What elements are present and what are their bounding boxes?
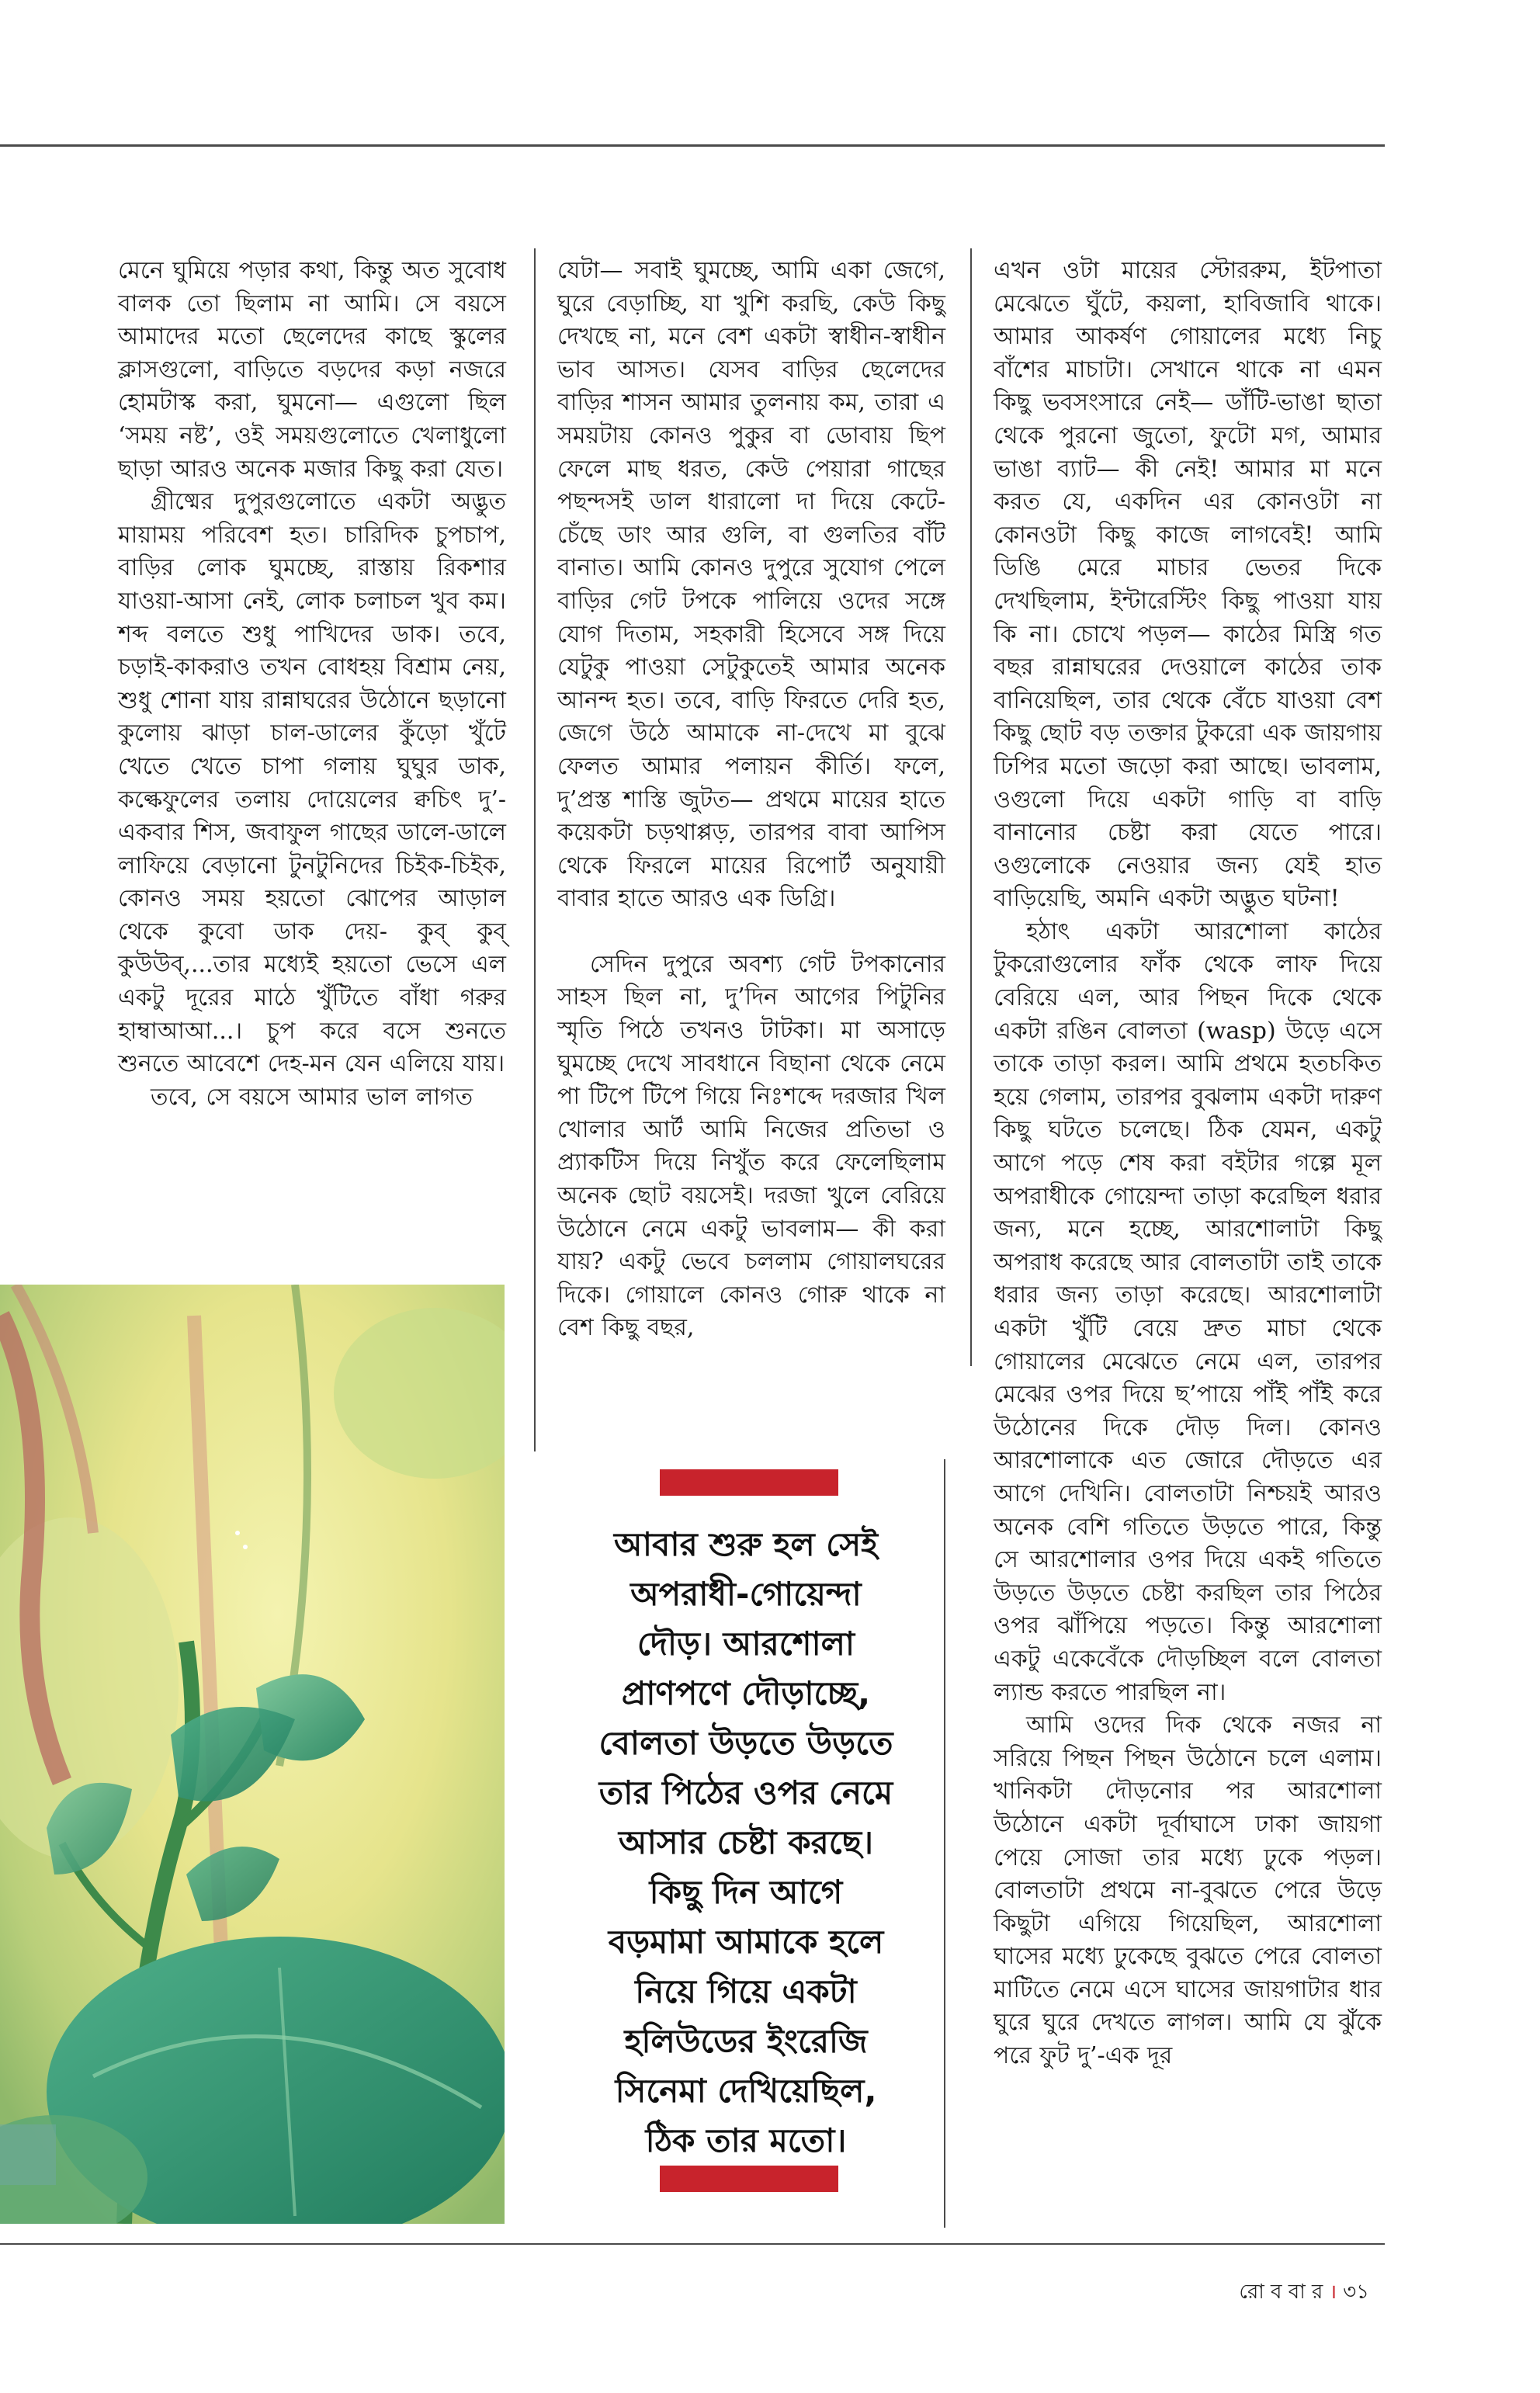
- pullquote-line: আবার শুরু হল সেই: [614, 1525, 878, 1563]
- pullquote-line: আসার চেষ্টা করছে।: [618, 1823, 874, 1861]
- page-number: ৩১: [1343, 2280, 1369, 2304]
- plant-illustration: [0, 1285, 505, 2224]
- magazine-name: রো ব বা র: [1239, 2280, 1323, 2304]
- footer-separator: ।: [1329, 2280, 1337, 2304]
- column-divider-2b: [944, 1459, 945, 2228]
- paragraph: তবে, সে বয়সে আমার ভাল লাগত: [151, 1083, 473, 1111]
- top-rule: [0, 144, 1385, 147]
- pullquote-line: বড়মামা আমাকে হলে: [608, 1923, 884, 1961]
- column-divider-2a: [970, 248, 972, 1366]
- pullquote-line: সিনেমা দেখিয়েছিল,: [615, 2072, 877, 2110]
- pullquote-top-bar: [660, 1469, 838, 1496]
- article-column-3: [994, 255, 1382, 2073]
- bottom-rule: [0, 2243, 1385, 2245]
- pullquote-line: বোলতা উড়তে উড়তে: [598, 1724, 893, 1762]
- paragraph: গ্রীষ্মের দুপুরগুলোতে একটা অদ্ভুত মায়াময় পরিবেশ হত। চারিদিক চুপচাপ, বাড়ির লোক ঘুমচ্ছে, রাস্তায় রিকশার যাওয়া-আসা নেই, লোক চলাচল খুব কম। শব্দ বলতে শুধু পাখিদের ডাক। তবে, চড়াই-কাকরাও তখন বোধহয় বিশ্রাম নেয়, শুধু শোনা যায় রান্নাঘরের উঠোনে ছড়ানো কুলোয় ঝাড়া চাল-ডালের কুঁড়ো খুঁটে খেতে খেতে চাপা গলায় ঘুঘুর ডাক, কল্কেফুলের তলায় দোয়েলের ক্বচিৎ দু’-একবার শিস, জবাফুল গাছের ডালে-ডালে লাফিয়ে বেড়ানো টুনটুনিদের চিইক-চিইক, কোনও সময় হয়তো ঝোপের আড়াল থেকে কুবো ডাক দেয়- কুব্ কুব্ কুউউব্,...তার মধ্যেই হয়তো ভেসে এল একটু দূরের মাঠে খুঁটিতে বাঁধা গরুর হাম্বাআআ...। চুপ করে বসে শুনতে শুনতে আবেশে দেহ-মন যেন এলিয়ে যায়।: [118, 488, 506, 1078]
- pullquote-line: অপরাধী-গোয়েন্দা: [630, 1575, 862, 1613]
- pullquote-line: নিয়ে গিয়ে একটা: [635, 1972, 857, 2010]
- pullquote-line: তার পিঠের ওপর নেমে: [598, 1774, 893, 1812]
- plant-photo: [0, 1285, 505, 2224]
- pullquote-line: কিছু দিন আগে: [649, 1873, 843, 1911]
- paragraph: এখন ওটা মায়ের স্টোররুম, ইটপাতা মেঝেতে ঘুঁটে, কয়লা, হাবিজাবি থাকে। আমার আকর্ষণ গোয়ালের মধ্যে নিচু বাঁশের মাচাটা। সেখানে থাকে না এমন কিছু ভবসংসারে নেই— ডাঁটি-ভাঙা ছাতা থেকে পুরনো জুতো, ফুটো মগ, আমার ভাঙা ব্যাট— কী নেই! আমার মা মনে করত যে, একদিন এর কোনওটা না কোনওটা কিছু কাজে লাগবেই! আমি ডিঙি মেরে মাচার ভেতর দিকে দেখছিলাম, ইন্টারেস্টিং কিছু পাওয়া যায় কি না। চোখে পড়ল— কাঠের মিস্ত্রি গত বছর রান্নাঘরের দেওয়ালে কাঠের তাক বানিয়েছিল, তার থেকে বেঁচে যাওয়া বেশ কিছু ছোট বড় তক্তার টুকরো এক জায়গায় ঢিপির মতো জড়ো করা আছে। ভাবলাম, ওগুলো দিয়ে একটা গাড়ি বা বাড়ি বানানোর চেষ্টা করা যেতে পারে। ওগুলোকে নেওয়ার জন্য যেই হাত বাড়িয়েছি, অমনি একটা অদ্ভুত ঘটনা!: [994, 257, 1382, 913]
- article-column-2: [557, 255, 945, 1345]
- pullquote-line: হলিউডের ইংরেজি: [624, 2022, 868, 2060]
- paragraph: মেনে ঘুমিয়ে পড়ার কথা, কিন্তু অত সুবোধ বালক তো ছিলাম না আমি। সে বয়সে আমাদের মতো ছেলেদের কাছে স্কুলের ক্লাসগুলো, বাড়িতে বড়দের কড়া নজরে হোমটাস্ক করা, ঘুমনো— এগুলো ছিল ‘সময় নষ্ট’, ওই সময়গুলোতে খেলাধুলো ছাড়া আরও অনেক মজার কিছু করা যেত।: [118, 257, 506, 483]
- pullquote-line: দৌড়। আরশোলা: [636, 1625, 855, 1663]
- paragraph: হঠাৎ একটা আরশোলা কাঠের টুকরোগুলোর ফাঁক থেকে লাফ দিয়ে বেরিয়ে এল, আর পিছন দিকে থেকে একটা রঙিন বোলতা (wasp) উড়ে এসে তাকে তাড়া করল। আমি প্রথমে হতচকিত হয়ে গেলাম, তারপর বুঝলাম একটা দারুণ কিছু ঘটতে চলেছে। ঠিক যেমন, একটু আগে পড়ে শেষ করা বইটার গল্পে মূল অপরাধীকে গোয়েন্দা তাড়া করেছিল ধরার জন্য, মনে হচ্ছে, আরশোলাটা কিছু অপরাধ করেছে আর বোলতাটা তাই তাকে ধরার জন্য তাড়া করেছে। আরশোলাটা একটা খুঁটি বেয়ে দ্রুত মাচা থেকে গোয়ালের মেঝেতে নেমে এল, তারপর মেঝের ওপর দিয়ে ছ’পায়ে পাঁই পাঁই করে উঠোনের দিকে দৌড় দিল। কোনও আরশোলাকে এত জোরে দৌড়তে এর আগে দেখিনি। বোলতাটা নিশ্চয়ই আরও অনেক বেশি গতিতে উড়তে পারে, কিন্তু সে আরশোলার ওপর দিয়ে একই গতিতে উড়তে উড়তে চেষ্টা করছিল তার পিঠের ওপর ঝাঁপিয়ে পড়তে। কিন্তু আরশোলা একটু একেবেঁকে দৌড়চ্ছিল বলে বোলতা ল্যান্ড করতে পারছিল না।: [994, 917, 1382, 1706]
- pullquote-line: প্রাণপণে দৌড়াচ্ছে,: [621, 1674, 871, 1712]
- page-footer: [1239, 2276, 1369, 2310]
- column-divider-1: [534, 248, 536, 1451]
- paragraph: আমি ওদের দিক থেকে নজর না সরিয়ে পিছন পিছন উঠোনে চলে এলাম। খানিকটা দৌড়নোর পর আরশোলা উঠোনে একটা দূর্বাঘাসে ঢাকা জায়গা পেয়ে সোজা তার মধ্যে ঢুকে পড়ল। বোলতাটা প্রথমে না-বুঝতে পেরে উড়ে কিছুটা এগিয়ে গিয়েছিল, আরশোলা ঘাসের মধ্যে ঢুকেছে বুঝতে পেরে বোলতা মাটিতে নেমে এসে ঘাসের জায়গাটার ধার ঘুরে ঘুরে দেখতে লাগল। আমি যে ঝুঁকে পরে ফুট দু’-এক দূর: [994, 1712, 1382, 2070]
- pullquote: [548, 1520, 944, 2166]
- paragraph: যেটা— সবাই ঘুমচ্ছে, আমি একা জেগে, ঘুরে বেড়াচ্ছি, যা খুশি করছি, কেউ কিছু দেখছে না, মনে বেশ একটা স্বাধীন-স্বাধীন ভাব আসত। যেসব বাড়ির ছেলেদের বাড়ির শাসন আমার তুলনায় কম, তারা এ সময়টায় কোনও পুকুর বা ডোবায় ছিপ ফেলে মাছ ধরত, কেউ পেয়ারা গাছের পছন্দসই ডাল ধারালো দা দিয়ে কেটে-চেঁছে ডাং আর গুলি, বা গুলতির বাঁট বানাত। আমি কোনও দুপুরে সুযোগ পেলে বাড়ির গেট টপকে পালিয়ে ওদের সঙ্গে যোগ দিতাম, সহকারী হিসেবে সঙ্গ দিয়ে যেটুকু পাওয়া সেটুকুতেই আমার অনেক আনন্দ হত। তবে, বাড়ি ফিরতে দেরি হত, জেগে উঠে আমাকে না-দেখে মা বুঝে ফেলত আমার পলায়ন কীর্তি। ফলে, দু’প্রস্ত শাস্তি জুটত— প্রথমে মায়ের হাতে কয়েকটা চড়থাপ্পড়, তারপর বাবা আপিস থেকে ফিরলে মায়ের রিপোর্ট অনুযায়ী বাবার হাতে আরও এক ডিগ্রি।: [557, 257, 945, 913]
- pullquote-bottom-bar: [660, 2166, 838, 2192]
- article-column-1: [118, 255, 506, 1114]
- pullquote-line: ঠিক তার মতো।: [645, 2121, 847, 2159]
- paragraph: সেদিন দুপুরে অবশ্য গেট টপকানোর সাহস ছিল না, দু’দিন আগের পিটুনির স্মৃতি পিঠে তখনও টাটকা। মা অসাড়ে ঘুমচ্ছে দেখে সাবধানে বিছানা থেকে নেমে পা টিপে টিপে গিয়ে নিঃশব্দে দরজার খিল খোলার আর্ট আমি নিজের প্রতিভা ও প্র্যাকটিস দিয়ে নিখুঁত করে ফেলেছিলাম অনেক ছোট বয়সেই। দরজা খুলে বেরিয়ে উঠোনে নেমে একটু ভাবলাম— কী করা যায়? একটু ভেবে চললাম গোয়ালঘরের দিকে। গোয়ালে কোনও গোরু থাকে না বেশ কিছু বছর,: [557, 950, 945, 1342]
